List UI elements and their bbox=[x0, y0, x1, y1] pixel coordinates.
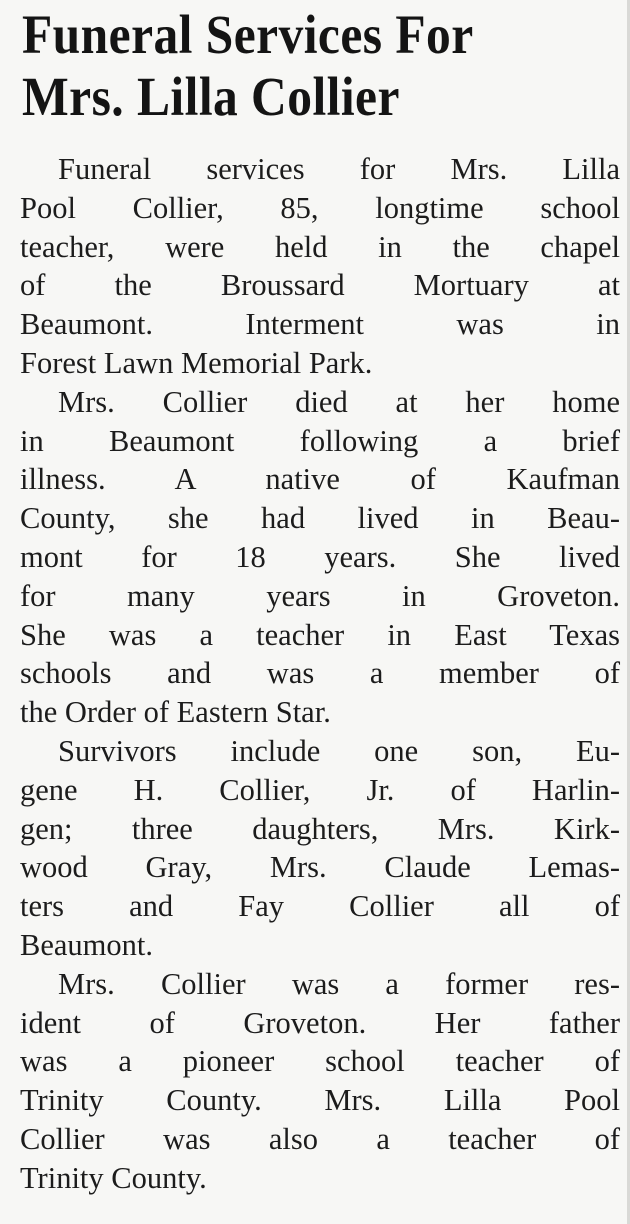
text-line: schools and was a member of bbox=[20, 656, 620, 691]
text-line: Trinity County. bbox=[20, 1160, 207, 1195]
text-line: ident of Groveton. Her father bbox=[20, 1005, 620, 1040]
text-line: Collier was also a teacher of bbox=[20, 1121, 620, 1156]
text-line: mont for 18 years. She lived bbox=[20, 539, 620, 574]
text-line: Funeral services for Mrs. Lilla bbox=[58, 152, 620, 186]
headline-line-1: Funeral Services For bbox=[22, 4, 474, 65]
text-line: Mrs. Collier was a former res- bbox=[58, 966, 620, 1001]
text-line: Mrs. Collier died at her home bbox=[58, 384, 620, 419]
text-line: was a pioneer school teacher of bbox=[20, 1044, 620, 1079]
text-line: Forest Lawn Memorial Park. bbox=[20, 345, 373, 380]
text-line: Survivors include one son, Eu- bbox=[58, 733, 620, 768]
article-body bbox=[20, 150, 620, 1198]
paragraph-death bbox=[20, 383, 620, 732]
paragraph-groveton bbox=[20, 965, 620, 1198]
text-line: for many years in Groveton. bbox=[20, 578, 620, 613]
text-line: illness. A native of Kaufman bbox=[20, 462, 620, 497]
paragraph-survivors bbox=[20, 732, 620, 965]
text-line: gen; three daughters, Mrs. Kirk- bbox=[20, 811, 620, 846]
text-line: Trinity County. Mrs. Lilla Pool bbox=[20, 1083, 620, 1118]
text-line: gene H. Collier, Jr. of Harlin- bbox=[20, 772, 620, 807]
text-line: wood Gray, Mrs. Claude Lemas- bbox=[20, 850, 620, 885]
text-line: County, she had lived in Beau- bbox=[20, 501, 620, 536]
paragraph-services bbox=[20, 150, 620, 383]
text-line: She was a teacher in East Texas bbox=[20, 617, 620, 652]
text-line: in Beaumont following a brief bbox=[20, 423, 620, 458]
text-line: of the Broussard Mortuary at bbox=[20, 268, 620, 303]
headline bbox=[22, 4, 562, 128]
headline-line-2: Mrs. Lilla Collier bbox=[22, 66, 400, 127]
text-line: Pool Collier, 85, longtime school bbox=[20, 190, 620, 225]
text-line: teacher, were held in the chapel bbox=[20, 229, 620, 264]
text-line: Beaumont. bbox=[20, 927, 153, 962]
text-line: the Order of Eastern Star. bbox=[20, 695, 331, 730]
text-line: ters and Fay Collier all of bbox=[20, 889, 620, 924]
text-line: Beaumont. Interment was in bbox=[20, 307, 620, 342]
